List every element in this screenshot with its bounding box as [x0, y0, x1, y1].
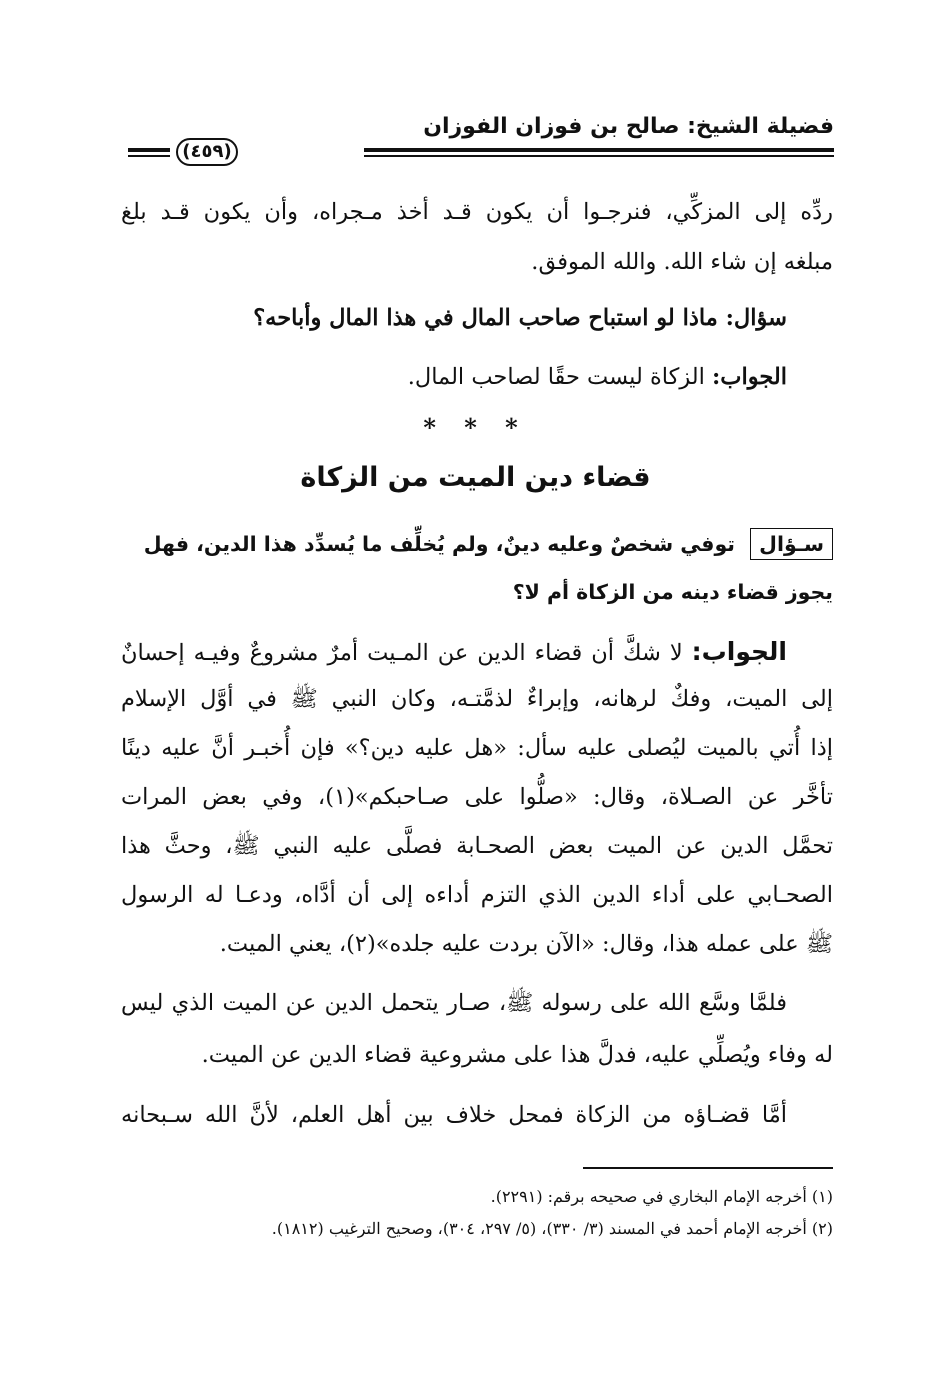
- question-2-line-2: يجوز قضاء دينه من الزكاة أم لا؟: [512, 580, 833, 604]
- answer-2-line-5: تحمَّل الدين عن الميت بعض الصحـابة فصلَّى عليه النبي ﷺ، وحثَّ هذا: [121, 833, 833, 859]
- header-rule-thick: [364, 148, 834, 152]
- answer-2-label: الجواب:: [691, 637, 787, 666]
- footnote-2: (٢) أخرجه الإمام أحمد في المسند (٣/ ٣٣٠)، (٥/ ٢٩٧، ٣٠٤)، وصحيح الترغيب (١٨١٢).: [271, 1219, 833, 1238]
- answer-2-text-1: لا شكَّ أن قضاء الدين عن المـيت أمرٌ مشروعٌ وفيـه إحسانٌ: [121, 640, 683, 666]
- answer-1-label: الجواب:: [712, 364, 787, 390]
- paragraph-4-line-1: أمَّا قضـاؤه من الزكاة فمحل خلاف بين أهل العلم، لأنَّ الله سـبحانه: [121, 1102, 787, 1128]
- answer-1-text: الزكاة ليست حقًا لصاحب المال.: [407, 364, 705, 390]
- question-2-line-1: [121, 528, 833, 560]
- paragraph-3-line-2: له وفاء ويُصلِّي عليه، فدلَّ هذا على مشروعية قضاء الدين عن الميت.: [201, 1042, 833, 1068]
- page-number: (٤٥٩): [176, 138, 238, 166]
- header-rule-left-thin: [128, 155, 170, 157]
- header-title: فضيلة الشيخ: صالح بن فوزان الفوزان: [423, 114, 834, 139]
- section-heading: قضاء دين الميت من الزكاة: [300, 462, 651, 493]
- answer-2-line-1: [121, 637, 787, 668]
- question-box-label: سـؤال: [750, 528, 833, 560]
- question-1: سؤال: ماذا لو استباح صاحب المال في هذا المال وأباحه؟: [253, 305, 787, 331]
- answer-2-line-2: إلى الميت، وفكٌ لرهانه، وإبراءٌ لذمَّتـه، وكان النبي ﷺ في أوَّل الإسلام: [121, 686, 833, 712]
- header-rule-left-thick: [128, 148, 170, 152]
- paragraph-1-line-1: ردِّه إلى المزكِّي، فنرجـوا أن يكون قـد أخذ مـجراه، وأن يكون قـد بلغ: [121, 199, 833, 225]
- question-2-text: توفي شخصٌ وعليه دينٌ، ولم يُخلِّف ما يُسدِّد هذا الدين، فهل: [143, 532, 736, 556]
- paragraph-3-line-1: فلمَّا وسَّع الله على رسوله ﷺ، صـار يتحمل الدين عن الميت الذي ليس: [121, 990, 787, 1016]
- answer-1: [121, 362, 787, 392]
- section-separator: * * *: [423, 413, 528, 442]
- answer-2-line-7: ﷺ على عمله هذا، وقال: «الآن بردت عليه جلده»(٢)، يعني الميت.: [219, 931, 833, 957]
- running-header: [128, 112, 834, 162]
- footnote-separator: [583, 1167, 833, 1169]
- header-rule-thin: [364, 155, 834, 157]
- answer-2-line-4: تأخَّر عن الصـلاة، وقال: «صلُّوا على صـاحبكم»(١)، وفي بعض المرات: [121, 784, 834, 810]
- answer-2-line-3: إذا أُتي بالميت ليُصلى عليه سأل: «هل عليه دين؟» فإن أُخبـر أنَّ عليه دينًا: [121, 735, 833, 761]
- answer-2-line-6: الصحـابي على أداء الدين الذي التزم أداءه إلى أن أدَّاه، ودعـا له الرسول: [121, 882, 833, 908]
- paragraph-1-line-2: مبلغه إن شاء الله. والله الموفق.: [531, 249, 833, 275]
- footnote-1: (١) أخرجه الإمام البخاري في صحيحه برقم: (٢٢٩١).: [490, 1187, 833, 1206]
